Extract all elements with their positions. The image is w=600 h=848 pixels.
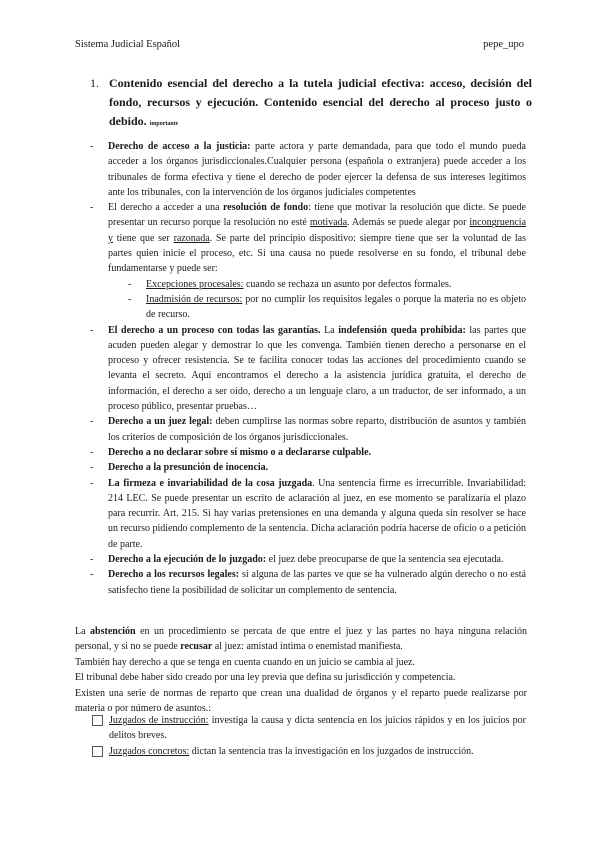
- section-heading: [90, 74, 532, 134]
- list-item-no-declarar: - Derecho a no declarar sobre sí mismo o a declararse culpable.: [90, 445, 526, 460]
- section-heading-text: Contenido esencial del derecho a la tutela judicial efectiva: acceso, decisión del fondo, recursos y ejecución. Contenido esencial del derecho al proceso justo o debido. importante: [109, 76, 532, 128]
- header-title: Sistema Judicial Español: [75, 39, 180, 50]
- body-paragraphs: [75, 624, 527, 716]
- list-item-garantias: - El derecho a un proceso con todas las garantías. La indefensión queda prohibida: las partes que acuden pueden alegar y demostrar lo que les convenga. También tienen derecho a personarse en el proceso y ofrecer resistencia. Se te facilita conocer todas las acciones del procedimiento cuando se levanta el secreto. Aquí encontramos el derecho a la asistencia jurídica gratuita, el derecho de información, el derecho a ser oído, derecho a un lenguaje claro, a un traductor, de ser informado, a un proceso público, presentar pruebas…: [90, 323, 526, 415]
- paragraph-cambio-juez: También hay derecho a que se tenga en cuenta cuando en un juicio se cambia al juez.: [75, 656, 415, 668]
- paragraph-abstencion: La abstención en un procedimiento se percata de que entre el juez y las partes no haya ninguna relación personal, y si no se puede recusar al juez: amistad íntima o enemistad manifiesta.: [75, 626, 528, 653]
- list-item-recursos: - Derecho a los recursos legales: si alguna de las partes ve que se ha vulnerado algún derecho o no está satisfecho tiene la posibilidad de solicitar un complemento de sentencia.: [90, 567, 526, 598]
- list-item-ejecucion: - Derecho a la ejecución de lo juzgado: el juez debe preocuparse de que la sentencia sea ejecutada.: [90, 552, 526, 567]
- sub-list: [108, 277, 526, 323]
- list-item-juez-legal: - Derecho a un juez legal: deben cumplirse las normas sobre reparto, distribución de asuntos y también los criterios de composición de los órganos jurisdiccionales.: [90, 414, 526, 445]
- importance-tag: importante: [149, 121, 179, 127]
- list-item-acceso: - Derecho de acceso a la justicia: parte actora y parte demandada, para que todo el mundo pueda acceder a los órganos jurisdiccionales.Cualquier persona (española o extranjera) puede acceder a los tribunales de forma efectiva y tiene el derecho de poder ejercer la defensa de sus intereses legítimos ante los tribunales, con la intervención de los órganos judiciales competentes: [90, 139, 526, 200]
- sub-list-item: - Inadmisión de recursos: por no cumplir los requisitos legales o porque la materia no es objeto de recurso.: [108, 292, 526, 323]
- checklist-item: Juzgados de instrucción: investiga la causa y dicta sentencia en los juicios rápidos y en los juicios por delitos breves.: [90, 713, 526, 744]
- list-item-firmeza: - La firmeza e invariabilidad de la cosa juzgada. Una sentencia firme es irrecurrible. Invariabilidad: 214 LEC. Se puede presentar un escrito de aclaración al juez, en ese momento se paralizaría el plazo para recurrir. Art. 215. Si hay varias pretensiones en una demanda y alguna queda sin resolver se hace un recurso pidiendo complemento de la sentencia. Dicha aclaración podría hacerse de oficio o a petición de parte.: [90, 476, 526, 552]
- checkbox-icon[interactable]: [92, 746, 103, 757]
- paragraph-reparto: Existen una serie de normas de reparto que crean una dualidad de órganos y el reparto puede realizarse por materia o por número de asuntos.:: [75, 687, 527, 715]
- header-author: pepe_upo: [483, 39, 524, 50]
- section-number: 1.: [90, 76, 99, 90]
- sub-list-item: - Excepciones procesales: cuando se rechaza un asunto por defectos formales.: [108, 277, 526, 292]
- rights-list: [90, 139, 526, 598]
- checklist: [90, 713, 526, 759]
- checkbox-icon[interactable]: [92, 715, 103, 726]
- checklist-item: Juzgados concretos: dictan la sentencia tras la investigación en los juzgados de instrucción.: [90, 744, 526, 759]
- paragraph-ley-previa: El tribunal debe haber sido creado por una ley previa que defina su jurisdicción y competencia.: [75, 672, 456, 684]
- list-item-inocencia: - Derecho a la presunción de inocencia.: [90, 460, 526, 475]
- list-item-resolucion: - El derecho a acceder a una resolución de fondo: tiene que motivar la resolución que dicte. Se puede presentar un recurso porque la resolución no esté motivada. Además se puede alegar por incongruencia y tiene que ser razonada. Se parte del principio dispositivo: siempre tiene que ser la voluntad de las partes quien inicie el proceso, etc. Si una causa no puede resolverse en su fondo, el tribunal debe fundamentarse y puede ser: - Excepciones procesales: cuando se rechaza un asunto por defectos formales. - Inadmisión de recursos: por no cumplir los requisitos legales o porque la materia no es objeto de recurso.: [90, 200, 526, 322]
